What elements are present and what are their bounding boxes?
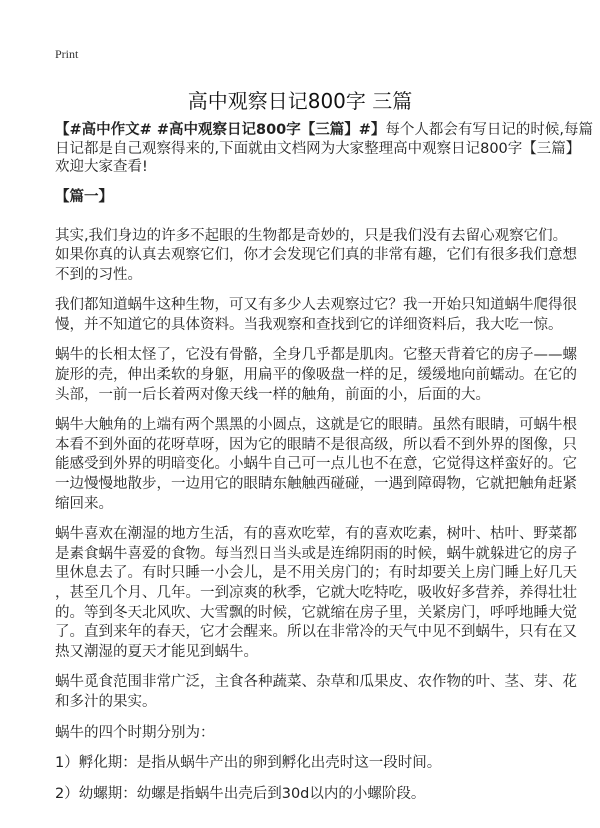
print-label: Print — [55, 47, 79, 61]
paragraph-line: 1）孵化期：是指从蜗牛产出的卵到孵化出壳时这一段时间。 — [55, 755, 442, 772]
intro-line: 每个人都会有写日记的时候,每篇 — [385, 122, 594, 138]
paragraph-line: 蜗牛觅食范围非常广泛，主食各种蔬菜、杂草和瓜果皮、农作物的叶、茎、芽、花 — [55, 674, 577, 691]
section-heading: 【篇一】 — [55, 188, 113, 205]
paragraph — [55, 416, 577, 514]
paragraph — [55, 785, 548, 805]
paragraph-line: 了。直到来年的春天，它才会醒来。所以在非常冷的天气中见不到蜗牛，只有在又 — [55, 624, 577, 641]
paragraph-line: 本看不到外面的花呀草呀，因为它的眼睛不是很高级，所以看不到外界的图像，只 — [55, 436, 577, 453]
paragraph-line: 的。等到冬天北风吹、大雪飘的时候，它就缩在房子里，关紧房门，呼呼地睡大觉 — [55, 604, 577, 621]
paragraph-line: 头部，一前一后长着两对像天线一样的触角，前面的小，后面的大。 — [55, 386, 490, 403]
paragraph-line: 热又潮湿的夏天才能见到蜗牛。 — [55, 643, 258, 660]
paragraph-line: 是素食蜗牛喜爱的食物。每当烈日当头或是连绵阴雨的时候，蜗牛就躲进它的房子 — [55, 545, 577, 562]
paragraph-line: 其实,我们身边的许多不起眼的生物都是奇妙的，只是我们没有去留心观察它们。 — [55, 227, 568, 244]
paragraph-line: 蜗牛的四个时期分别为： — [55, 724, 215, 741]
paragraph-line: 缩回来。 — [55, 495, 113, 512]
paragraph — [55, 346, 577, 405]
paragraph-line: 一边慢慢地散步，一边用它的眼睛东触触西碰碰，一遇到障碍物，它就把触角赶紧 — [55, 476, 577, 493]
document-body — [55, 121, 594, 804]
paragraph-line: 旋形的壳，伸出柔软的身躯，用扁平的像吸盘一样的足，缓缓地向前蠕动。在它的 — [55, 367, 577, 384]
paragraph-line: 2）幼螺期：幼螺是指蜗牛出壳后到30d以内的小螺阶段。 — [55, 785, 426, 802]
paragraph-line: 不到的习性。 — [55, 266, 142, 283]
document-title: 高中观察日记800字 三篇 — [187, 89, 413, 113]
paragraph — [55, 673, 577, 712]
paragraph-line: ，甚至几个月、几年。一到凉爽的秋季，它就大吃特吃，吸收好多营养，养得壮壮 — [55, 585, 577, 601]
paragraph — [55, 296, 577, 335]
intro-paragraph — [55, 121, 594, 177]
paragraph-line: 我们都知道蜗牛这种生物，可又有多少人去观察过它？我一开始只知道蜗牛爬得很 — [55, 297, 577, 314]
paragraph — [55, 754, 548, 774]
paragraph — [55, 724, 548, 744]
paragraph-line: 如果你真的认真去观察它们，你才会发现它们真的非常有趣，它们有很多我们意想 — [55, 247, 577, 264]
paragraph — [55, 525, 577, 662]
paragraph-line: 蜗牛大触角的上端有两个黑黑的小圆点，这就是它的眼睛。虽然有眼睛，可蜗牛根 — [55, 417, 577, 434]
intro-line: 日记都是自己观察得来的,下面就由文档网为大家整理高中观察日记800字【三篇】 — [55, 140, 581, 157]
paragraph-line: 慢，并不知道它的具体资料。当我观察和查找到它的详细资料后，我大吃一惊。 — [55, 316, 563, 333]
intro-tags: 【#高中作文# #高中观察日记800字【三篇】#】 — [55, 122, 386, 138]
paragraph-line: 能感受到外界的明暗变化。小蜗牛自己可一点儿也不在意，它觉得这样蛮好的。它 — [55, 456, 577, 473]
paragraphs — [55, 227, 577, 805]
intro-line: 欢迎大家查看! — [55, 159, 148, 175]
paragraph-line: 和多汁的果实。 — [55, 693, 157, 710]
paragraph-line: 里休息去了。有时只睡一小会儿，是不用关房门的；有时却要关上房门睡上好几天 — [55, 565, 577, 582]
paragraph-line: 蜗牛的长相太怪了，它没有骨骼，全身几乎都是肌肉。它整天背着它的房子——螺 — [55, 347, 577, 364]
paragraph — [55, 227, 577, 286]
paragraph-line: 蜗牛喜欢在潮湿的地方生活，有的喜欢吃荤，有的喜欢吃素，树叶、枯叶、野菜都 — [55, 526, 577, 543]
